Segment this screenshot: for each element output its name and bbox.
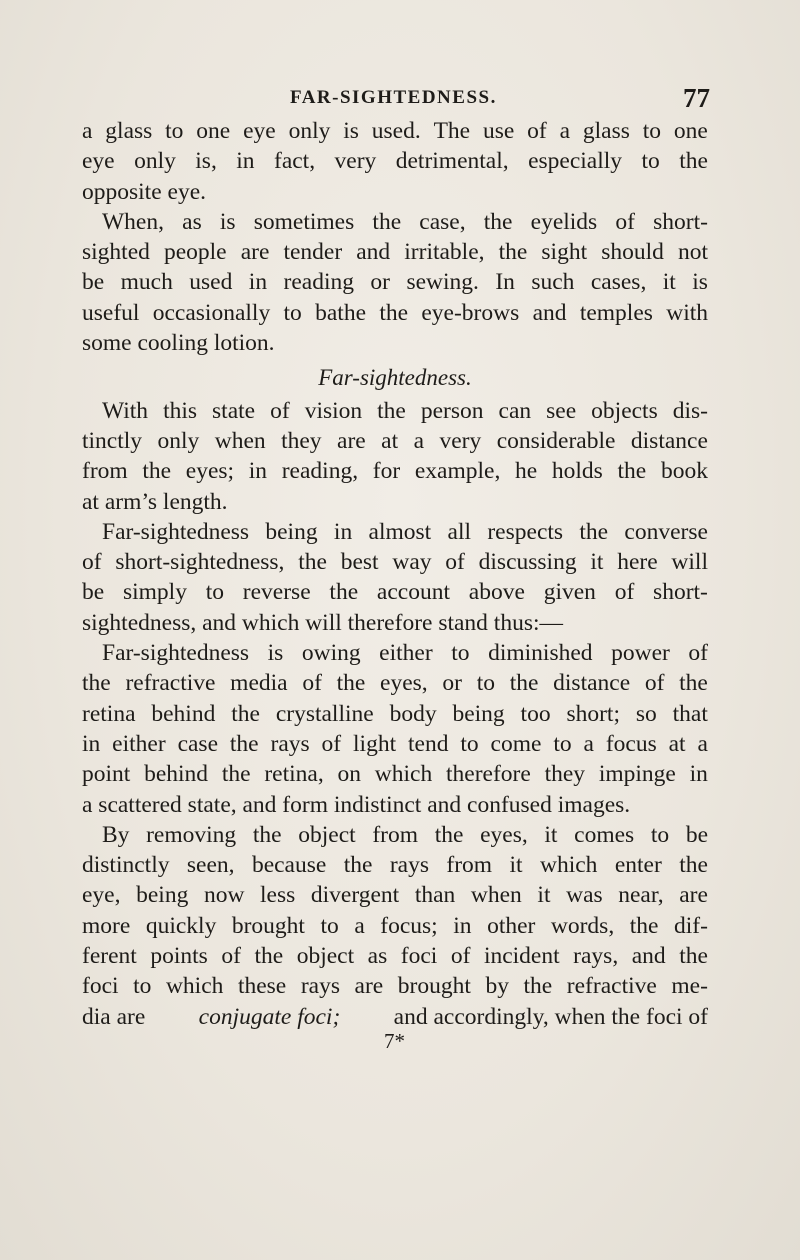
text-line: eye, being now less divergent than when it was near, are <box>82 882 708 909</box>
signature-mark: 7* <box>384 1029 405 1053</box>
text-line: retina behind the crystalline body being too short; so that <box>82 700 708 727</box>
section-heading: Far-sightedness. <box>318 365 472 391</box>
text-line-final <box>82 1002 708 1032</box>
text-line: sighted people are tender and irritable, the sight should not <box>82 239 708 266</box>
text-line: the refractive media of the eyes, or to the distance of the <box>82 670 708 697</box>
text-line: from the eyes; in reading, for example, he holds the book <box>82 458 708 485</box>
text-block <box>82 116 708 1032</box>
text-line: ferent points of the object as foci of incident rays, and the <box>82 943 708 970</box>
text-line: By removing the object from the eyes, it comes to be <box>102 821 708 848</box>
text-line: Far-sightedness being in almost all respects the converse <box>102 518 708 545</box>
page-number: 77 <box>683 83 710 113</box>
text-line: at arm’s length. <box>82 488 228 515</box>
running-title: FAR-SIGHTEDNESS. <box>290 87 497 108</box>
paragraph <box>82 396 708 517</box>
paragraph <box>82 207 708 358</box>
text-line: be much used in reading or sewing. In such cases, it is <box>82 269 708 296</box>
paragraph <box>82 517 708 638</box>
text-line: Far-sightedness is owing either to diminished power of <box>102 640 708 667</box>
paragraph <box>82 820 708 1032</box>
text-line: opposite eye. <box>82 178 206 205</box>
text-line: tinctly only when they are at a very considerable distance <box>82 427 708 454</box>
text-line: eye only is, in fact, very detrimental, especially to the <box>82 148 708 175</box>
text-line: point behind the retina, on which therefore they impinge in <box>82 761 708 788</box>
text-line: distinctly seen, because the rays from it which enter the <box>82 852 708 879</box>
text-line: be simply to reverse the account above given of short- <box>82 579 708 606</box>
text-line: a scattered state, and form indistinct and confused images. <box>82 791 631 818</box>
text-segment: dia are <box>82 1003 146 1030</box>
text-line: foci to which these rays are brought by the refractive me- <box>82 973 708 1000</box>
paragraph <box>82 638 708 820</box>
paragraph <box>82 116 708 207</box>
text-line: When, as is sometimes the case, the eyelids of short- <box>102 208 708 235</box>
running-head <box>80 83 710 113</box>
text-segment: and accordingly, when the foci of <box>393 1003 708 1030</box>
text-line: sightedness, and which will therefore stand thus:— <box>82 609 564 636</box>
italic-term: conjugate foci; <box>198 1003 341 1030</box>
text-line: in either case the rays of light tend to come to a focus at a <box>82 730 708 757</box>
text-line: of short-sightedness, the best way of discussing it here will <box>82 549 708 576</box>
text-line: some cooling lotion. <box>82 330 275 357</box>
text-line: With this state of vision the person can see objects dis- <box>102 397 708 424</box>
text-line: a glass to one eye only is used. The use of a glass to one <box>82 118 708 144</box>
text-line: useful occasionally to bathe the eye-brows and temples with <box>82 299 708 326</box>
text-line: more quickly brought to a focus; in other words, the dif- <box>82 912 708 939</box>
